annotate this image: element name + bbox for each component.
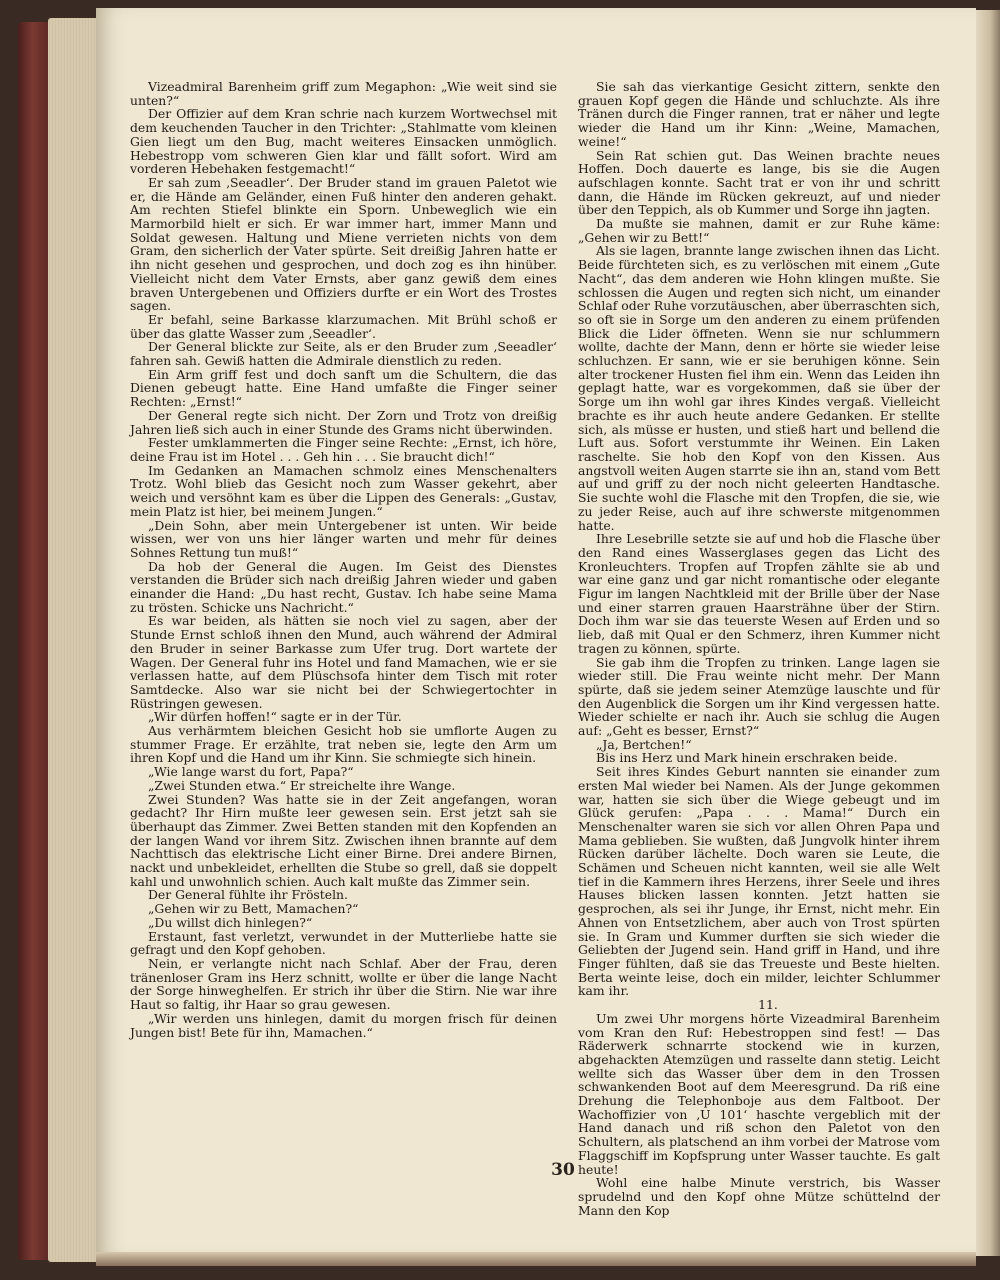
paragraph: „Wir werden uns hinlegen, damit du morgen frisch für deinen Jungen bist! Bete für ihn, Mamachen.“ (130, 1010, 557, 1040)
paragraph: Sie sah das vierkantige Gesicht zittern, senkte den grauen Kopf gegen die Hände und schluchzte. Als ihre Tränen durch die Finger rannen, trat er näher und legte wieder die Hand um ihr Kinn: „Weine, Mamachen, weine!“ (578, 79, 940, 149)
paragraph: Ihre Lesebrille setzte sie auf und hob die Flasche über den Rand eines Wasserglases gegen das Licht des Kronleuchters. Tropfen auf Tropfen zählte sie ab und war eine ganz und gar nicht romantische oder elegante Figur im langen Nachtkleid mit der Brille über der Nase und einer starren grauen Haarsträhne über der Stirn. Doch ihm war sie das teuerste Wesen auf Erden und so lieb, daß mit Qual er den Schmerz, ihren Kummer nicht tragen zu können, spürte. (578, 531, 940, 656)
section-number: 11. (758, 997, 778, 1013)
paragraph: „Gehen wir zu Bett, Mamachen?“ (148, 901, 359, 917)
book-binding (18, 22, 50, 1260)
right-column-part-1 (578, 80, 940, 998)
paragraph: Vizeadmiral Barenheim griff zum Megaphon: „Wie weit sind sie unten?“ (130, 79, 557, 108)
paragraph: „Du willst dich hinlegen?“ (148, 914, 313, 930)
paragraph: Im Gedanken an Mamachen schmolz eines Menschenalters Trotz. Wohl blieb das Gesicht noch zum Wasser gekehrt, aber weich und versöhnt kam es über die Lippen des Generals: „Gustav, mein Platz ist hier, bei meinem Jungen.“ (130, 462, 557, 519)
paragraph: Als sie lagen, brannte lange zwischen ihnen das Licht. Beide fürchteten sich, es zu verlöschen mit einem „Gute Nacht“, das dem anderen wie Hohn klingen mußte. Sie schlossen die Augen und regten sich nicht, um einander Schlaf oder Ruhe vorzutäuschen, aber überraschten sich, so oft sie in Sorge um den anderen zu einem prüfenden Blick die Lider öffneten. Wenn sie nur schlummern wollte, dachte der Mann, denn er hörte sie wieder leise schluchzen. Er sann, wie er sie beruhigen könne. Sein alter trockener Husten fiel ihm ein. Wenn das Leiden ihn geplagt hatte, war es vorgekommen, daß sie über der Sorge um ihn wohl gar ihres Kindes vergaß. Vielleicht brachte es ihr auch heute andere Gedanken. Er stellte sich, als müsse er husten, und stieß hart und bellend die Luft aus. Sofort verstummte ihr Weinen. Ein Laken raschelte. Sie hob den Kopf von den Kissen. Aus angstvoll weiten Augen starrte sie ihn an, stand vom Bett auf und griff zu der noch nicht geleerten Handtasche. Sie suchte wohl die Flasche mit den Tropfen, die sie, wie zu jeder Reise, auch auf ihre schwerste mitgenommen hatte. (578, 243, 940, 533)
paragraph: Der General blickte zur Seite, als er den Bruder zum ‚Seeadler‘ fahren sah. Gewiß hatten die Admirale dienstlich zu reden. (130, 339, 557, 369)
paragraph: Fester umklammerten die Finger seine Rechte: „Ernst, ich höre, deine Frau ist im Hotel . . . Geh hin . . . Sie braucht dich!“ (130, 435, 557, 464)
paragraph: „Wir dürfen hoffen!“ sagte er in der Tür. (148, 709, 402, 725)
paragraph: „Wie lange warst du fort, Papa?“ (148, 764, 354, 780)
paragraph: „Zwei Stunden etwa.“ Er streichelte ihre Wange. (148, 777, 456, 793)
paragraph: Erstaunt, fast verletzt, verwundet in der Mutterliebe hatte sie gefragt und den Kopf gehoben. (130, 928, 557, 958)
paragraph: Zwei Stunden? Was hatte sie in der Zeit angefangen, woran gedacht? Ihr Hirn mußte leer gewesen sein. Erst jetzt sah sie überhaupt das Zimmer. Zwei Betten standen mit den Kopfenden an der langen Wand vor ihrem Sitz. Zwischen ihnen brannte auf dem Nachttisch das elektrische Licht einer Birne. Drei andere Birnen, nackt und unbekleidet, erhellten die Stube so grell, daß sie doppelt kahl und unwohnlich schien. Auch kalt mußte das Zimmer sein. (130, 791, 557, 889)
paragraph: Ein Arm griff fest und doch sanft um die Schultern, die das Dienen gebeugt hatte. Eine Hand umfaßte die Finger seiner Rechten: „Ernst!“ (130, 366, 557, 410)
right-text-column (578, 80, 940, 1217)
paragraph: Nein, er verlangte nicht nach Schlaf. Aber der Frau, deren tränenloser Gram ins Herz schnitt, wollte er über die lange Nacht der Sorge hinweghelfen. Er strich ihr über die Stirn. Nie war ihre Haut so faltig, ihr Haar so grau gewesen. (130, 956, 557, 1013)
paragraph: Sein Rat schien gut. Das Weinen brachte neues Hoffen. Doch dauerte es lange, bis sie die Augen aufschlagen konnte. Sacht trat er von ihr und schritt dann, die Hände im Rücken gekreuzt, auf und nieder über den Teppich, als ob Kummer und Sorge ihn jagten. (578, 147, 940, 218)
paragraph: Da hob der General die Augen. Im Geist des Dienstes verstanden die Brüder sich nach dreißig Jahren wieder und gaben einander die Hand: „Du hast recht, Gustav. Ich habe seine Mama zu trösten. Schicke uns Nachricht.“ (130, 558, 557, 615)
paragraph: Seit ihres Kindes Geburt nannten sie einander zum ersten Mal wieder bei Namen. Als der Junge gekommen war, hatten sie sich über die Wiege gebeugt und im Glück gerufen: „Papa . . . Mama!“ Durch ein Menschenalter waren sie sich vor allen Ohren Papa und Mama geblieben. Sie wußten, daß Jungvolk hinter ihrem Rücken darüber lächelte. Doch waren sie Leute, die Schämen und Scheuen nicht kannten, weil sie alle Welt tief in die Kammern ihres Herzens, ihrer Seele und ihres Hauses blicken lassen konnten. Jetzt hatten sie gesprochen, als sei ihr Junge, ihr Ernst, nicht mehr. Ein Ahnen von Entsetzlichem, aber auch von Trost spürten sie. In Gram und Kummer durften sie sich wieder die Geliebten der Jugend sein. Hand griff in Hand, und ihre Finger fühlten, daß sie das Treueste und Beste hielten. Berta weinte leise, doch ein milder, leichter Schlummer kam ihr. (578, 764, 940, 999)
page-edges-right (976, 10, 1000, 1256)
paragraph: Er befahl, seine Barkasse klarzumachen. Mit Brühl schoß er über das glatte Wasser zum ‚Seeadler‘. (130, 311, 557, 341)
paragraph: Bis ins Herz und Mark hinein erschraken beide. (596, 750, 898, 766)
paragraph: Sie gab ihm die Tropfen zu trinken. Lange lagen sie wieder still. Die Frau weinte nicht mehr. Der Mann spürte, daß sie jedem seiner Atemzüge lauschte und für den Augenblick die Sorgen um ihr Kind vergessen hatte. Wieder schielte er nach ihr. Auch sie schlug die Augen auf: „Geht es besser, Ernst?“ (578, 654, 940, 739)
paragraph: Da mußte sie mahnen, damit er zur Ruhe käme: „Gehen wir zu Bett!“ (578, 216, 940, 245)
paragraph: Um zwei Uhr morgens hörte Vizeadmiral Barenheim vom Kran den Ruf: Hebestroppen sind fest! — Das Räderwerk schnarrte stockend wie in kurzen, abgehackten Atemzügen und rasselte dann stetig. Leicht wellte sich das Wasser über dem in den Trossen schwankenden Boot auf dem Meeresgrund. Da riß eine Drehung die Telephonboje aus dem Faltboot. Der Wachoffizier von ‚U 101‘ haschte vergeblich mit der Hand danach und riß schon den Paletot von den Schultern, als platschend an ihm vorbei der Matrose vom Flaggschiff im Kopfsprung unter Wasser tauchte. Es galt heute! (578, 1010, 940, 1177)
paragraph: Der General fühlte ihr Frösteln. (148, 887, 348, 903)
page-number: 30 (551, 1160, 575, 1180)
paragraph: Aus verhärmtem bleichen Gesicht hob sie umflorte Augen zu stummer Frage. Er erzählte, trat neben sie, legte den Arm um ihren Kopf und die Hand um ihr Kinn. Sie schmiegte sich hinein. (130, 723, 557, 766)
page-edges-bottom (96, 1252, 976, 1266)
paragraph: Es war beiden, als hätten sie noch viel zu sagen, aber der Stunde Ernst schloß ihnen den Mund, auch während der Admiral den Bruder in seiner Barkasse zum Ufer trug. Dort wartete der Wagen. Der General fuhr ins Hotel und fand Mamachen, wie er sie verlassen hatte, auf dem Plüschsofa hinter dem Tisch mit roter Samtdecke. Also war sie nicht bei der Schwiegertochter in Rüstringen gewesen. (130, 613, 557, 711)
paragraph: „Ja, Bertchen!“ (596, 736, 692, 752)
paragraph: Wohl eine halbe Minute verstrich, bis Wasser sprudelnd und den Kopf ohne Mütze schüttelnd der Mann den Kop (578, 1175, 940, 1218)
paragraph: Der General regte sich nicht. Der Zorn und Trotz von dreißig Jahren ließ sich auch in einer Stunde des Grams nicht überwinden. (130, 407, 557, 437)
paragraph: Er sah zum ‚Seeadler‘. Der Bruder stand im grauen Paletot wie er, die Hände am Geländer, einen Fuß hinter den anderen gehakt. Am rechten Stiefel blinkte ein Sporn. Unbeweglich wie ein Marmorbild hielt er sich. Er war immer hart, immer Mann und Soldat gewesen. Haltung und Miene verrieten nichts von dem Gram, den sicherlich der Vater spürte. Seit dreißig Jahren hatte er ihn nicht gesehen und gesprochen, und doch zog es ihn hinüber. Vielleicht nicht dem Vater Ernsts, aber ganz gewiß dem eines braven Untergebenen und Offiziers durfte er ein Wort des Trostes sagen. (130, 174, 557, 314)
left-text-column (130, 80, 557, 1039)
right-column-part-2 (578, 1012, 940, 1218)
paragraph: „Dein Sohn, aber mein Untergebener ist unten. Wir beide wissen, wer von uns hier länger warten und mehr für deines Sohnes Rettung tun muß!“ (130, 517, 557, 560)
paragraph: Der Offizier auf dem Kran schrie nach kurzem Wortwechsel mit dem keuchenden Taucher in den Trichter: „Stahlmatte vom kleinen Gien liegt um den Bug, macht weiteres Einsacken unmöglich. Hebestropp vom schweren Gien klar und fällt sofort. Wird am vorderen Hebehaken festgemacht!“ (130, 106, 557, 177)
